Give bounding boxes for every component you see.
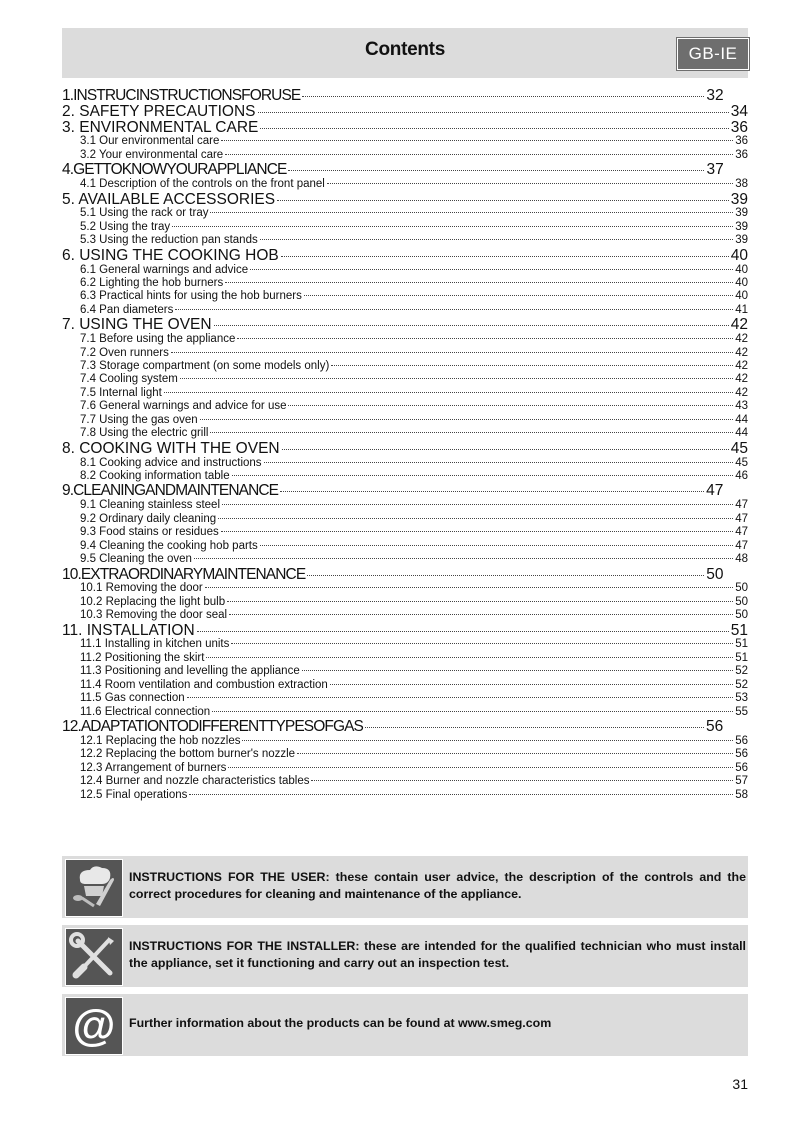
toc-subsection-entry bbox=[62, 149, 748, 162]
toc-subsection-entry bbox=[62, 457, 748, 470]
toc-subsection-entry bbox=[62, 789, 748, 802]
toc-page-number: 47 bbox=[735, 512, 748, 525]
toc-dot-leader bbox=[194, 558, 733, 559]
toc-entry-title: 7. USING THE OVEN bbox=[62, 317, 212, 334]
toc-subsection-entry bbox=[62, 652, 748, 665]
toc-subsection-entry bbox=[62, 775, 748, 788]
toc-section-entry bbox=[62, 248, 748, 264]
toc-dot-leader bbox=[330, 684, 733, 685]
svg-text:@: @ bbox=[72, 1001, 116, 1050]
toc-page-number: 56 bbox=[735, 748, 748, 761]
toc-page-number: 40 bbox=[730, 247, 748, 264]
table-of-contents bbox=[62, 88, 748, 802]
toc-page-number: 39 bbox=[735, 234, 748, 247]
toc-subsection-entry bbox=[62, 387, 748, 400]
toc-page-number: 42 bbox=[735, 360, 748, 373]
toc-entry-title: 9.3 Food stains or residues bbox=[80, 526, 219, 539]
toc-entry-title: 9.4 Cleaning the cooking hob parts bbox=[80, 539, 258, 552]
toc-page-number: 39 bbox=[730, 191, 748, 208]
user-instructions-text: INSTRUCTIONS FOR THE USER: these contain user advice, the description of the controls and the correct procedures for cleaning and maintenance of the appliance. bbox=[129, 870, 746, 901]
toc-entry-title: 2. SAFETY PRECAUTIONS bbox=[62, 103, 256, 120]
toc-dot-leader bbox=[302, 670, 733, 671]
toc-entry-title: 11.4 Room ventilation and combustion extraction bbox=[80, 678, 328, 691]
toc-subsection-entry bbox=[62, 513, 748, 526]
toc-page-number: 47 bbox=[706, 483, 724, 500]
toc-section-entry bbox=[62, 317, 748, 333]
toc-page-number: 56 bbox=[705, 719, 724, 735]
toc-entry-title: 4.1 Description of the controls on the front panel bbox=[80, 178, 325, 191]
toc-entry-title: 7.8 Using the electric grill bbox=[80, 427, 209, 440]
toc-page-number: 51 bbox=[735, 638, 748, 651]
toc-dot-leader bbox=[221, 531, 733, 532]
toc-entry-title: 6.2 Lighting the hob burners bbox=[80, 276, 224, 289]
toc-subsection-entry bbox=[62, 234, 748, 247]
website-info-text: Further information about the products can be found at www.smeg.com bbox=[129, 1016, 552, 1030]
toc-dot-leader bbox=[232, 475, 734, 476]
toc-dot-leader bbox=[214, 325, 729, 326]
toc-entry-title: 7.4 Cooling system bbox=[80, 373, 178, 386]
toc-dot-leader bbox=[260, 239, 733, 240]
toc-dot-leader bbox=[221, 140, 733, 141]
toc-page-number: 47 bbox=[735, 539, 748, 552]
toc-page-number: 40 bbox=[735, 276, 748, 289]
toc-entry-title: 8.2 Cooking information table bbox=[80, 469, 230, 482]
toc-subsection-entry bbox=[62, 638, 748, 651]
toc-page-number: 51 bbox=[730, 622, 748, 639]
toc-dot-leader bbox=[311, 780, 733, 781]
toc-entry-title: 3.1 Our environmental care bbox=[80, 135, 220, 148]
toc-entry-title: 3.2 Your environmental care bbox=[80, 148, 224, 161]
toc-page-number: 50 bbox=[735, 609, 748, 622]
at-sign-icon bbox=[65, 997, 123, 1055]
toc-entry-title: 6.4 Pan diameters bbox=[80, 303, 174, 316]
toc-dot-leader bbox=[242, 740, 733, 741]
toc-page-number: 56 bbox=[735, 734, 748, 747]
toc-page-number: 44 bbox=[735, 427, 748, 440]
toc-entry-title: 7.3 Storage compartment (on some models only) bbox=[80, 360, 330, 373]
toc-entry-title: 7.1 Before using the appliance bbox=[80, 333, 236, 346]
toc-subsection-entry bbox=[62, 526, 748, 539]
toc-dot-leader bbox=[282, 449, 729, 450]
toc-page-number: 38 bbox=[735, 178, 748, 191]
toc-page-number: 39 bbox=[735, 220, 748, 233]
toc-dot-leader bbox=[288, 405, 733, 406]
toc-page-number: 42 bbox=[730, 317, 748, 334]
toc-entry-title: 11.1 Installing in kitchen units bbox=[80, 638, 230, 651]
toc-dot-leader bbox=[327, 183, 733, 184]
toc-dot-leader bbox=[172, 226, 733, 227]
toc-dot-leader bbox=[280, 491, 704, 492]
toc-dot-leader bbox=[222, 504, 733, 505]
toc-entry-title: 9.CLEANINGANDMAINTENANCE bbox=[62, 483, 279, 500]
toc-page-number: 46 bbox=[735, 469, 748, 482]
toc-page-number: 52 bbox=[735, 665, 748, 678]
toc-page-number: 58 bbox=[735, 788, 748, 801]
toc-entry-title: 12.4 Burner and nozzle characteristics tables bbox=[80, 775, 310, 788]
toc-subsection-entry bbox=[62, 596, 748, 609]
toc-entry-title: 7.6 General warnings and advice for use bbox=[80, 400, 287, 413]
toc-dot-leader bbox=[225, 282, 733, 283]
toc-entry-title: 6.3 Practical hints for using the hob burners bbox=[80, 290, 302, 303]
toc-subsection-entry bbox=[62, 264, 748, 277]
toc-section-entry bbox=[62, 162, 748, 178]
toc-entry-title: 9.5 Cleaning the oven bbox=[80, 553, 192, 566]
toc-entry-title: 10.1 Removing the door bbox=[80, 582, 203, 595]
toc-entry-title: 9.1 Cleaning stainless steel bbox=[80, 499, 220, 512]
contents-header bbox=[62, 28, 748, 78]
toc-subsection-entry bbox=[62, 347, 748, 360]
toc-dot-leader bbox=[164, 392, 733, 393]
toc-entry-title: 7.5 Internal light bbox=[80, 386, 162, 399]
toc-section-entry bbox=[62, 483, 748, 499]
toc-dot-leader bbox=[227, 601, 733, 602]
toc-page-number: 53 bbox=[735, 692, 748, 705]
toc-dot-leader bbox=[281, 256, 729, 257]
toc-entry-title: 12.5 Final operations bbox=[80, 788, 188, 801]
toc-dot-leader bbox=[297, 753, 733, 754]
toc-subsection-entry bbox=[62, 679, 748, 692]
toc-dot-leader bbox=[277, 200, 729, 201]
toc-subsection-entry bbox=[62, 609, 748, 622]
toc-entry-title: 7.7 Using the gas oven bbox=[80, 413, 198, 426]
toc-entry-title: 12.3 Arrangement of burners bbox=[80, 761, 227, 774]
toc-dot-leader bbox=[307, 575, 704, 576]
toc-section-entry bbox=[62, 192, 748, 208]
toc-subsection-entry bbox=[62, 665, 748, 678]
toc-entry-title: 6.1 General warnings and advice bbox=[80, 263, 249, 276]
toc-entry-title: 11. INSTALLATION bbox=[62, 622, 195, 639]
toc-dot-leader bbox=[365, 727, 704, 728]
toc-entry-title: 11.5 Gas connection bbox=[80, 692, 185, 705]
toc-entry-title: 1.INSTRUCINSTRUCTIONSFORUSE bbox=[62, 88, 301, 104]
toc-dot-leader bbox=[331, 365, 733, 366]
toc-subsection-entry bbox=[62, 692, 748, 705]
toc-dot-leader bbox=[264, 462, 734, 463]
page-title: Contents bbox=[365, 39, 445, 60]
toc-dot-leader bbox=[288, 170, 704, 171]
toc-page-number: 42 bbox=[735, 373, 748, 386]
toc-page-number: 42 bbox=[735, 386, 748, 399]
toc-entry-title: 5.2 Using the tray bbox=[80, 220, 171, 233]
toc-entry-title: 12.1 Replacing the hob nozzles bbox=[80, 734, 241, 747]
toc-entry-title: 8. COOKING WITH THE OVEN bbox=[62, 440, 280, 457]
toc-section-entry bbox=[62, 441, 748, 457]
toc-dot-leader bbox=[189, 794, 733, 795]
toc-section-entry bbox=[62, 623, 748, 639]
toc-page-number: 40 bbox=[735, 263, 748, 276]
toc-page-number: 42 bbox=[735, 333, 748, 346]
toc-page-number: 45 bbox=[730, 440, 748, 457]
toc-subsection-entry bbox=[62, 360, 748, 373]
toc-dot-leader bbox=[260, 128, 728, 129]
toc-subsection-entry bbox=[62, 540, 748, 553]
toc-page-number: 50 bbox=[706, 566, 724, 583]
toc-subsection-entry bbox=[62, 178, 748, 191]
toc-page-number: 39 bbox=[735, 207, 748, 220]
toc-entry-title: 9.2 Ordinary daily cleaning bbox=[80, 512, 217, 525]
toc-entry-title: 10.2 Replacing the light bulb bbox=[80, 595, 226, 608]
toc-page-number: 50 bbox=[735, 582, 748, 595]
toc-entry-title: 5.3 Using the reduction pan stands bbox=[80, 234, 258, 247]
toc-subsection-entry bbox=[62, 304, 748, 317]
toc-dot-leader bbox=[187, 697, 734, 698]
chef-hat-spoon-icon bbox=[65, 859, 123, 917]
page-number: 31 bbox=[732, 1076, 748, 1092]
toc-subsection-entry bbox=[62, 414, 748, 427]
toc-page-number: 55 bbox=[735, 705, 748, 718]
toc-page-number: 56 bbox=[735, 761, 748, 774]
toc-entry-title: 5. AVAILABLE ACCESSORIES bbox=[62, 191, 276, 208]
toc-dot-leader bbox=[171, 352, 733, 353]
toc-entry-title: 3. ENVIRONMENTAL CARE bbox=[62, 119, 259, 136]
toc-subsection-entry bbox=[62, 135, 748, 148]
toc-section-entry bbox=[62, 104, 748, 120]
toc-dot-leader bbox=[250, 269, 733, 270]
toc-subsection-entry bbox=[62, 427, 748, 440]
toc-dot-leader bbox=[218, 518, 733, 519]
language-badge: GB-IE bbox=[677, 38, 749, 70]
toc-subsection-entry bbox=[62, 735, 748, 748]
toc-entry-title: 11.3 Positioning and levelling the appliance bbox=[80, 665, 300, 678]
toc-dot-leader bbox=[210, 432, 733, 433]
toc-page-number: 36 bbox=[730, 119, 748, 136]
toc-dot-leader bbox=[228, 767, 733, 768]
wrench-screwdriver-icon bbox=[65, 928, 123, 986]
toc-section-entry bbox=[62, 719, 748, 735]
toc-entry-title: 10.3 Removing the door seal bbox=[80, 609, 228, 622]
toc-subsection-entry bbox=[62, 400, 748, 413]
toc-dot-leader bbox=[180, 378, 733, 379]
toc-page-number: 51 bbox=[735, 651, 748, 664]
info-box-user bbox=[62, 856, 748, 918]
toc-dot-leader bbox=[302, 96, 704, 97]
toc-entry-title: 12.ADAPTATIONTODIFFERENTTYPESOFGAS bbox=[62, 719, 363, 735]
toc-subsection-entry bbox=[62, 748, 748, 761]
toc-entry-title: 10.EXTRAORDINARYMAINTENANCE bbox=[62, 566, 306, 583]
toc-dot-leader bbox=[197, 631, 729, 632]
toc-subsection-entry bbox=[62, 499, 748, 512]
toc-subsection-entry bbox=[62, 221, 748, 234]
toc-page-number: 36 bbox=[735, 148, 748, 161]
installer-instructions-text: INSTRUCTIONS FOR THE INSTALLER: these are intended for the qualified technician who must install the appliance, set it functioning and carry out an inspection test. bbox=[129, 939, 746, 970]
toc-subsection-entry bbox=[62, 553, 748, 566]
toc-dot-leader bbox=[225, 154, 733, 155]
toc-dot-leader bbox=[205, 587, 733, 588]
toc-page-number: 34 bbox=[730, 103, 748, 120]
toc-dot-leader bbox=[210, 212, 733, 213]
toc-entry-title: 7.2 Oven runners bbox=[80, 346, 169, 359]
toc-page-number: 47 bbox=[735, 526, 748, 539]
toc-page-number: 57 bbox=[735, 775, 748, 788]
toc-page-number: 37 bbox=[706, 162, 724, 179]
toc-page-number: 45 bbox=[735, 456, 748, 469]
toc-subsection-entry bbox=[62, 290, 748, 303]
toc-page-number: 47 bbox=[735, 499, 748, 512]
toc-dot-leader bbox=[175, 309, 733, 310]
toc-page-number: 36 bbox=[735, 135, 748, 148]
toc-section-entry bbox=[62, 567, 748, 583]
toc-entry-title: 11.6 Electrical connection bbox=[80, 705, 211, 718]
toc-dot-leader bbox=[237, 338, 733, 339]
toc-page-number: 32 bbox=[706, 88, 724, 104]
toc-subsection-entry bbox=[62, 373, 748, 386]
toc-dot-leader bbox=[260, 545, 733, 546]
toc-entry-title: 5.1 Using the rack or tray bbox=[80, 207, 209, 220]
toc-dot-leader bbox=[206, 657, 733, 658]
toc-subsection-entry bbox=[62, 207, 748, 220]
toc-subsection-entry bbox=[62, 333, 748, 346]
toc-subsection-entry bbox=[62, 277, 748, 290]
toc-page-number: 48 bbox=[735, 553, 748, 566]
toc-page-number: 50 bbox=[735, 595, 748, 608]
toc-dot-leader bbox=[231, 643, 733, 644]
toc-section-entry bbox=[62, 120, 748, 136]
toc-page-number: 40 bbox=[735, 290, 748, 303]
toc-entry-title: 8.1 Cooking advice and instructions bbox=[80, 456, 262, 469]
toc-dot-leader bbox=[258, 112, 729, 113]
toc-entry-title: 11.2 Positioning the skirt bbox=[80, 651, 205, 664]
toc-entry-title: 6. USING THE COOKING HOB bbox=[62, 247, 279, 264]
toc-entry-title: 4.GETTOKNOWYOURAPPLIANCE bbox=[62, 162, 287, 179]
toc-subsection-entry bbox=[62, 762, 748, 775]
toc-subsection-entry bbox=[62, 470, 748, 483]
toc-dot-leader bbox=[212, 711, 733, 712]
toc-dot-leader bbox=[200, 419, 734, 420]
toc-page-number: 44 bbox=[735, 413, 748, 426]
toc-dot-leader bbox=[229, 614, 733, 615]
toc-page-number: 43 bbox=[735, 400, 748, 413]
toc-page-number: 41 bbox=[735, 303, 748, 316]
toc-section-entry bbox=[62, 88, 748, 104]
toc-entry-title: 12.2 Replacing the bottom burner's nozzle bbox=[80, 748, 296, 761]
info-box-installer bbox=[62, 925, 748, 987]
toc-dot-leader bbox=[304, 295, 733, 296]
toc-page-number: 52 bbox=[735, 678, 748, 691]
toc-subsection-entry bbox=[62, 582, 748, 595]
toc-subsection-entry bbox=[62, 706, 748, 719]
toc-page-number: 42 bbox=[735, 346, 748, 359]
info-box-website bbox=[62, 994, 748, 1056]
